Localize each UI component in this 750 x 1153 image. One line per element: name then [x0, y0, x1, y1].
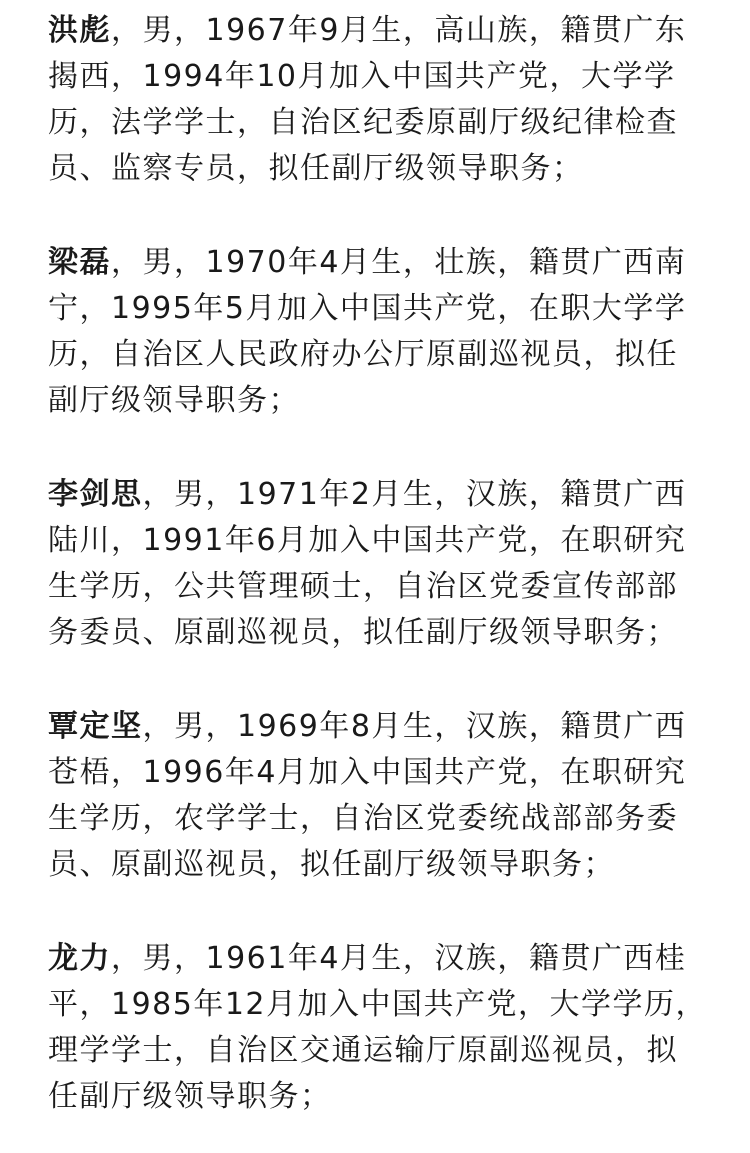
entry-text: ，男，1969年8月生，汉族，籍贯广西 — [142, 709, 687, 744]
entry-line: 员、原副巡视员，拟任副厅级领导职务； — [48, 847, 615, 882]
appointment-entry-2 — [48, 240, 702, 424]
entry-text: ，男，1971年2月生，汉族，籍贯广西 — [142, 477, 687, 512]
appointment-entry-4 — [48, 704, 702, 888]
entry-line: 历，自治区人民政府办公厅原副巡视员，拟任 — [48, 337, 678, 372]
entry-line: 副厅级领导职务； — [48, 383, 300, 418]
appointment-entry-3 — [48, 472, 702, 656]
entry-line: 揭西，1994年10月加入中国共产党，大学学 — [48, 59, 676, 94]
person-name: 洪彪 — [48, 13, 111, 48]
entry-line: 务委员、原副巡视员，拟任副厅级领导职务； — [48, 615, 678, 650]
appointment-entry-1 — [48, 8, 702, 192]
entry-line: 宁，1995年5月加入中国共产党，在职大学学 — [48, 291, 687, 326]
entry-line — [48, 936, 702, 982]
person-name: 覃定坚 — [48, 709, 143, 744]
entry-line — [48, 472, 702, 518]
entry-text: ，男，1967年9月生，高山族，籍贯广东 — [111, 13, 687, 48]
person-name: 龙力 — [48, 941, 111, 976]
entry-line: 任副厅级领导职务； — [48, 1079, 332, 1114]
person-name: 梁磊 — [48, 245, 111, 280]
appointment-entry-5 — [48, 936, 708, 1120]
entry-line — [48, 8, 702, 54]
entry-line: 历，法学学士，自治区纪委原副厅级纪律检查 — [48, 105, 678, 140]
entry-line: 员、监察专员，拟任副厅级领导职务； — [48, 151, 584, 186]
person-name: 李剑思 — [48, 477, 143, 512]
entry-text: ，男，1970年4月生，壮族，籍贯广西南 — [111, 245, 687, 280]
entry-line: 陆川，1991年6月加入中国共产党，在职研究 — [48, 523, 687, 558]
entry-line: 生学历，农学学士，自治区党委统战部部务委 — [48, 801, 678, 836]
entry-line — [48, 704, 702, 750]
entry-line: 平，1985年12月加入中国共产党，大学学历， — [48, 987, 708, 1022]
entry-text: ，男，1961年4月生，汉族，籍贯广西桂 — [111, 941, 687, 976]
entry-line — [48, 240, 702, 286]
entry-line: 苍梧，1996年4月加入中国共产党，在职研究 — [48, 755, 687, 790]
entry-line: 生学历，公共管理硕士，自治区党委宣传部部 — [48, 569, 678, 604]
entry-line: 理学学士，自治区交通运输厅原副巡视员，拟 — [48, 1033, 678, 1068]
